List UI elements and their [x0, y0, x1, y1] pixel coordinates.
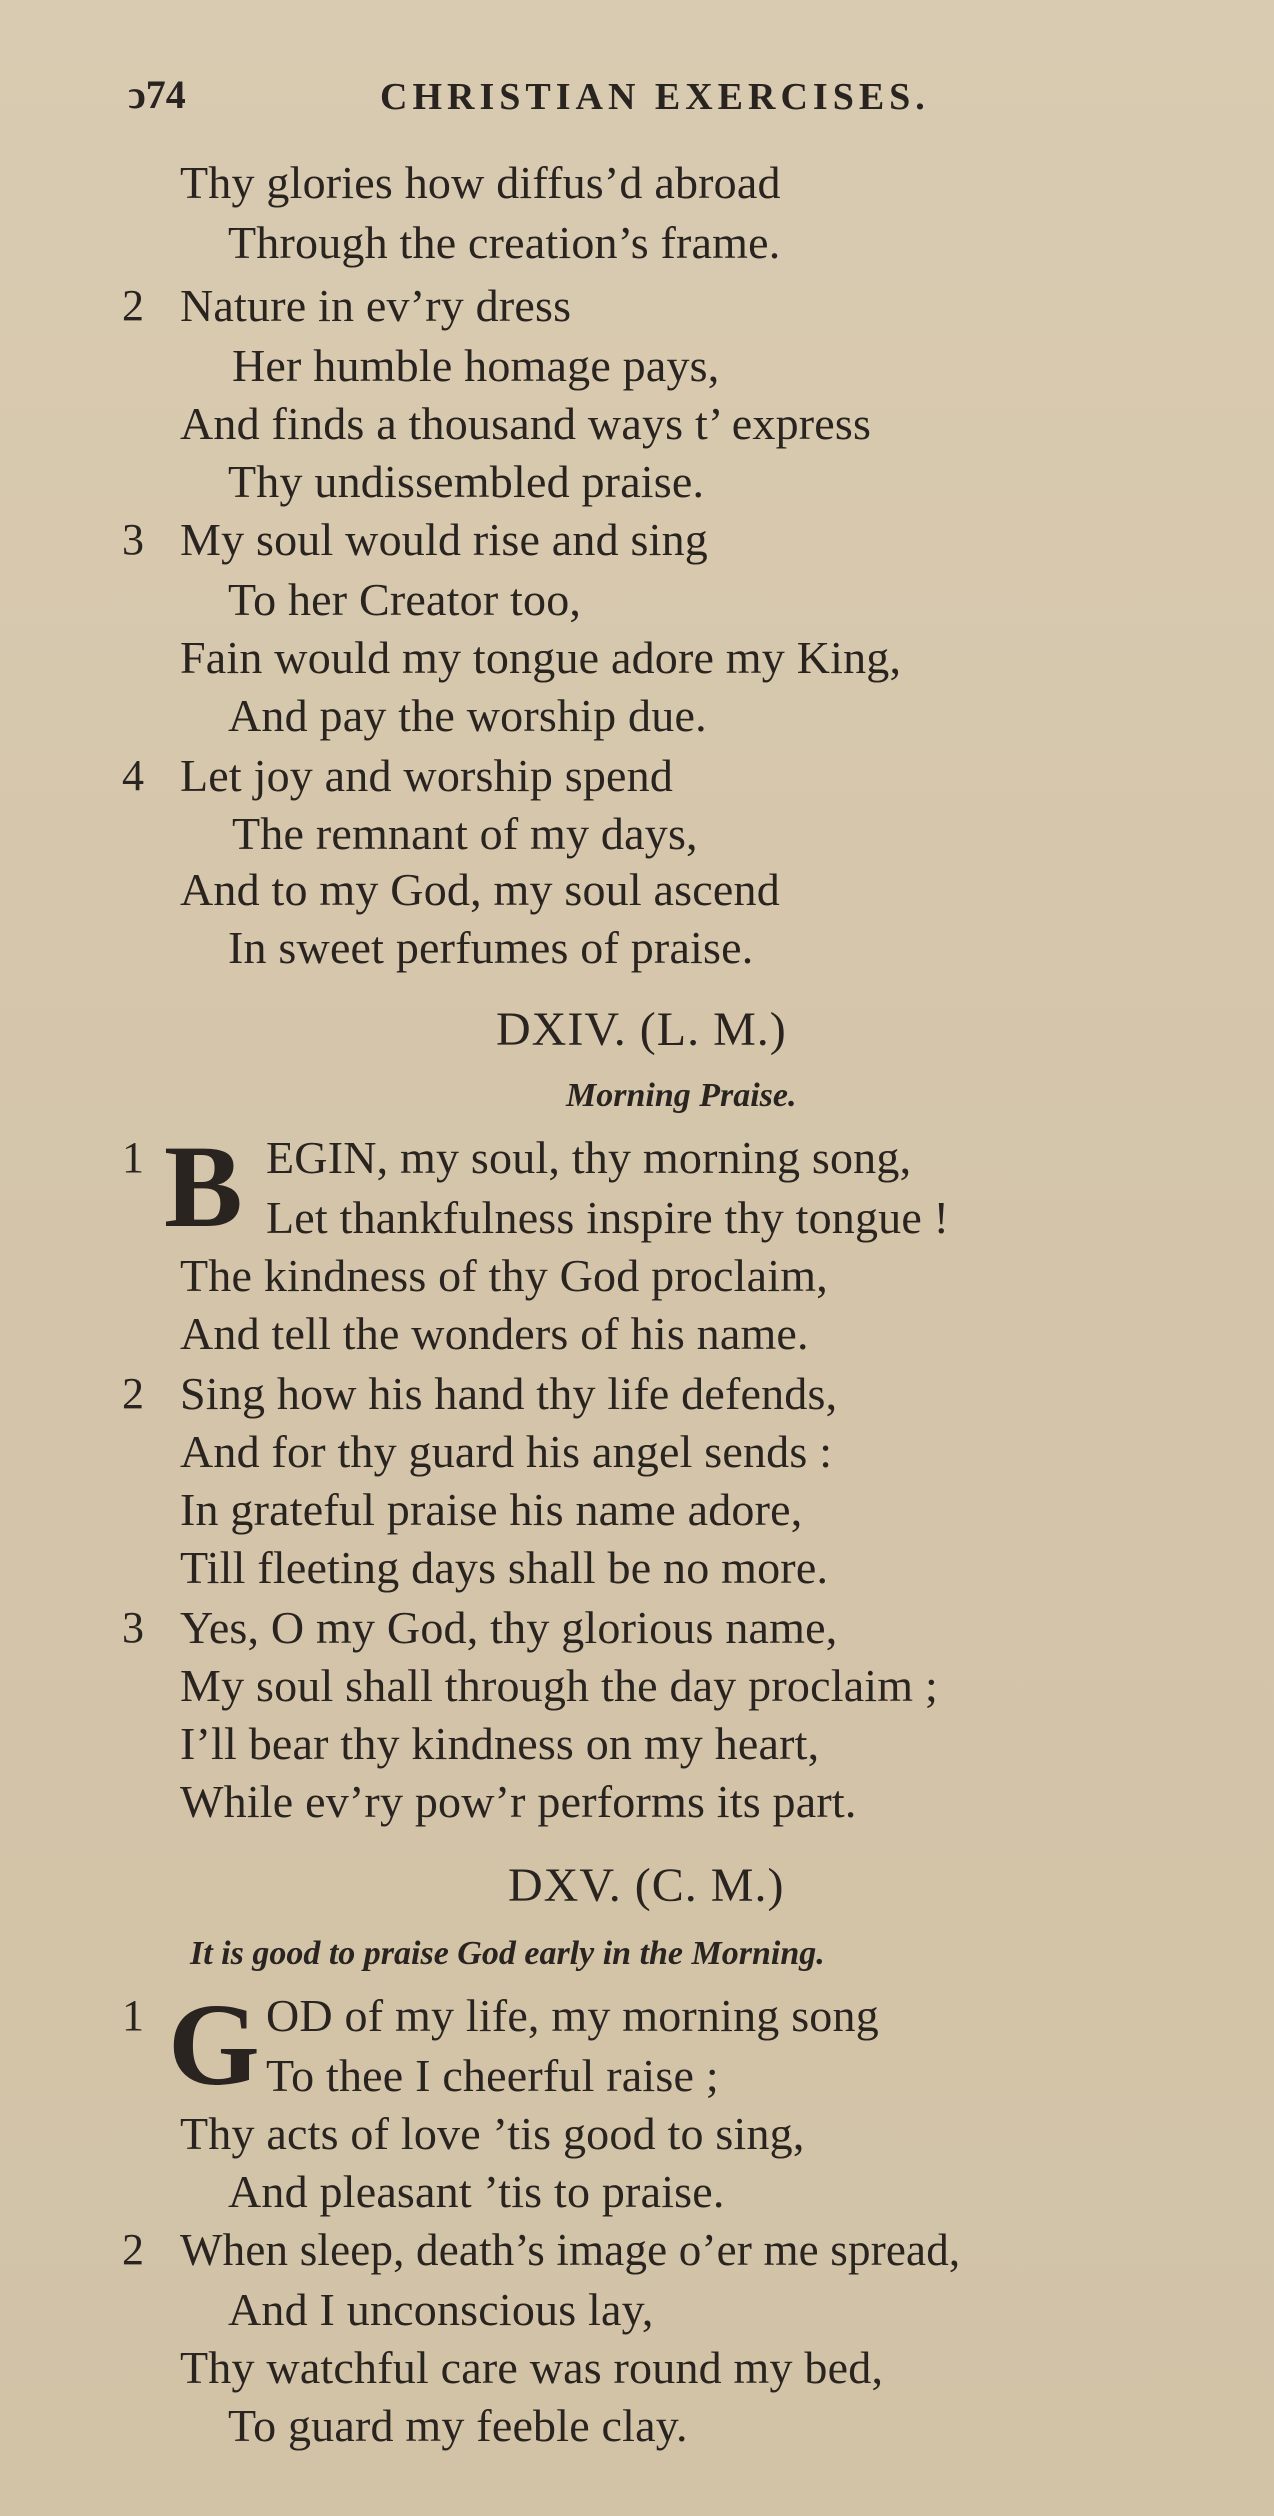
verse-line: To guard my feeble clay. [228, 2400, 688, 2451]
hymn-subtitle: It is good to praise God early in the Morning. [190, 1935, 825, 1972]
verse-line: Let thankfulness inspire thy tongue ! [266, 1192, 950, 1243]
drop-cap: B [164, 1121, 243, 1252]
verse-line: Thy watchful care was round my bed, [180, 2342, 884, 2393]
hymn-subtitle: Morning Praise. [566, 1077, 797, 1114]
verse-number: 2 [122, 281, 144, 330]
verse-line: Her humble homage pays, [232, 340, 720, 391]
page-number: ͻ74 [128, 72, 186, 117]
verse-line: Fain would my tongue adore my King, [180, 632, 902, 683]
verse-line: And finds a thousand ways t’ express [180, 398, 872, 449]
verse-line: Till fleeting days shall be no more. [180, 1542, 829, 1593]
verse-number: 4 [122, 751, 144, 800]
verse-line: In grateful praise his name adore, [180, 1484, 803, 1535]
verse-number: 1 [122, 1991, 144, 2040]
hymn-title: DXIV. (L. M.) [496, 1003, 787, 1056]
verse-line: EGIN, my soul, thy morning song, [266, 1132, 912, 1183]
verse-line: And tell the wonders of his name. [180, 1308, 809, 1359]
verse-line: I’ll bear thy kindness on my heart, [180, 1718, 820, 1769]
verse-line: Thy acts of love ’tis good to sing, [180, 2108, 805, 2159]
verse-line: And pay the worship due. [228, 690, 707, 741]
verse-number: 3 [122, 515, 144, 564]
verse-line: And to my God, my soul ascend [180, 864, 780, 915]
verse-line: Sing how his hand thy life defends, [180, 1368, 838, 1419]
verse-line: OD of my life, my morning song [266, 1990, 879, 2041]
verse-line: Nature in ev’ry dress [180, 280, 572, 331]
verse-line: The remnant of my days, [232, 808, 698, 859]
verse-line: My soul would rise and sing [180, 514, 708, 565]
verse-line: Through the creation’s frame. [228, 217, 781, 268]
verse-line: And pleasant ’tis to praise. [228, 2166, 725, 2217]
verse-line: And I unconscious lay, [228, 2284, 654, 2335]
drop-cap: G [168, 1979, 260, 2110]
verse-line: My soul shall through the day proclaim ; [180, 1660, 938, 1711]
verse-line: To her Creator too, [228, 574, 582, 625]
verse-line: To thee I cheerful raise ; [266, 2050, 719, 2101]
verse-number: 2 [122, 2225, 144, 2274]
verse-number: 3 [122, 1603, 144, 1652]
verse-line: When sleep, death’s image o’er me spread, [180, 2225, 961, 2275]
verse-line: The kindness of thy God proclaim, [180, 1250, 828, 1301]
running-title: CHRISTIAN EXERCISES. [380, 76, 930, 118]
verse-line: Yes, O my God, thy glorious name, [180, 1602, 838, 1653]
hymn-title: DXV. (C. M.) [508, 1859, 785, 1912]
verse-number: 2 [122, 1369, 144, 1418]
verse-line: Let joy and worship spend [180, 750, 674, 801]
verse-line: And for thy guard his angel sends : [180, 1426, 833, 1477]
verse-line: While ev’ry pow’r performs its part. [180, 1776, 857, 1827]
verse-line: Thy glories how diffus’d abroad [180, 157, 781, 208]
verse-line: Thy undissembled praise. [228, 456, 705, 507]
verse-line: In sweet perfumes of praise. [228, 922, 754, 973]
verse-number: 1 [122, 1133, 144, 1182]
